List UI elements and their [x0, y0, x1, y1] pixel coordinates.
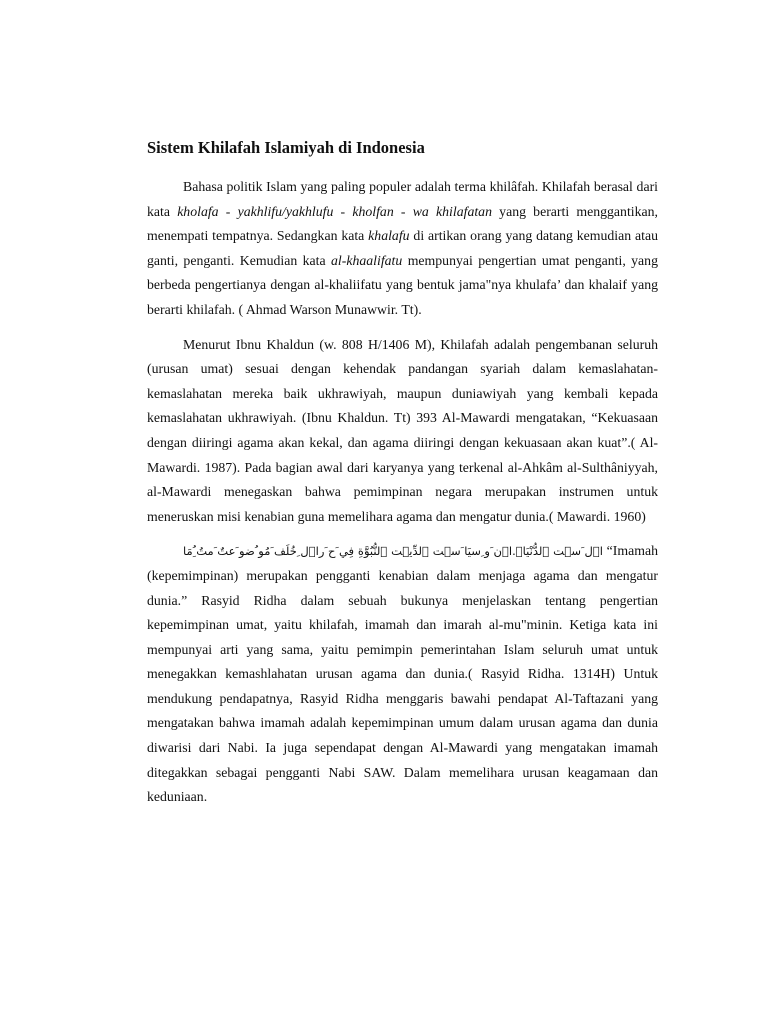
paragraph-khilafah-etymology: [147, 175, 658, 323]
text-run: di artikan orang yang datang kemudian atau ganti, penganti. Kemudian kata: [147, 228, 659, 268]
text-run: yang berarti menggantikan, menempati tempatnya. Sedangkan kata: [147, 203, 658, 244]
text-run: “Imamah (kepemimpinan) merupakan pengganti kenabian dalam menjaga agama dan mengatur dunia.” Rasyid Ridha dalam sebuah bukunya menjelaskan tentang pengertian kepemimpinan umat, yaitu khilafah, imamah dan imarah al-mu"minin. Ketiga kata ini mempunyai arti yang sama, yaitu pemimpin pemerintahan Islam seluruh umat untuk menegakkan kemashlahatan urusan agama dan dunia.( Rasyid Ridha. 1314H) Untuk mendukung pendapatnya, Rasyid Ridha menggaris bawahi pendapat Al-Taftazani yang mengatakan bahwa imamah adalah kepemimpinan umum dalam urusan agama dan dunia diwarisi dari Nabi. Ia juga sependapat dengan Al-Mawardi yang mengatakan imamah ditegakkan sebagai pengganti Nabi SAW. Dalam memelihara urusan keagamaan dan keduniaan.: [147, 543, 658, 805]
italic-term: khalafu: [368, 228, 410, 244]
document-body: [147, 137, 658, 820]
italic-term: kholafa - yakhlifu/yakhlufu - kholfan - wa khilafatan: [177, 203, 492, 219]
text-run: mempunyai pengertian umat penganti, yang berbeda pengertianya dengan al-khaliifatu yang bentuk jama"nya khulafa’ dan khalaif yang berarti khilafah. ( Ahmad Warson Munawwir. Tt).: [147, 252, 658, 317]
text-run: Menurut Ibnu Khaldun (w. 808 H/1406 M), Khilafah adalah pengembanan seluruh (urusan umat) sesuai dengan kehendak pandangan syariah dalam kemaslahatan-kemaslahatan mereka baik ukhrawiyah, maupun duniawiyah yang kembali kepada kemaslahatan ukhrawiyah. (Ibnu Khaldun. Tt) 393 Al-Mawardi mengatakan, “Kekuasaan dengan diiringi agama akan kekal, dan agama diiringi dengan kekuasaan akan kuat”.( Al-Mawardi. 1987). Pada bagian awal dari karyanya yang terkenal al-Ahkâm al-Sulthâniyyah, al-Mawardi menegaskan bahwa pemimpinan negara merupakan instrumen untuk meneruskan misi kenabian guna memelihara agama dan mengatur dunia.( Mawardi. 1960): [147, 336, 658, 524]
paragraph-ibnu-khaldun: [147, 333, 658, 530]
paragraph-imamah: [147, 539, 658, 810]
arabic-quote: ا۟ل َس۟ت ٱلدُّنْيَا۟.ا۟ن َو ِسيَا َس۟ت ٱلدِّي۟ت ٱلنُّبُوَّةِ فِي َح َرا۟ل ِخُلَف َمُو ُضو َعتٌ َمتُ ُِمَا: [183, 544, 603, 559]
document-title: Sistem Khilafah Islamiyah di Indonesia: [147, 138, 425, 157]
text-run: Bahasa politik Islam yang paling populer adalah terma khilâfah. Khilafah berasal dari kata: [147, 179, 658, 219]
italic-term: al-khaalifatu: [331, 252, 403, 268]
